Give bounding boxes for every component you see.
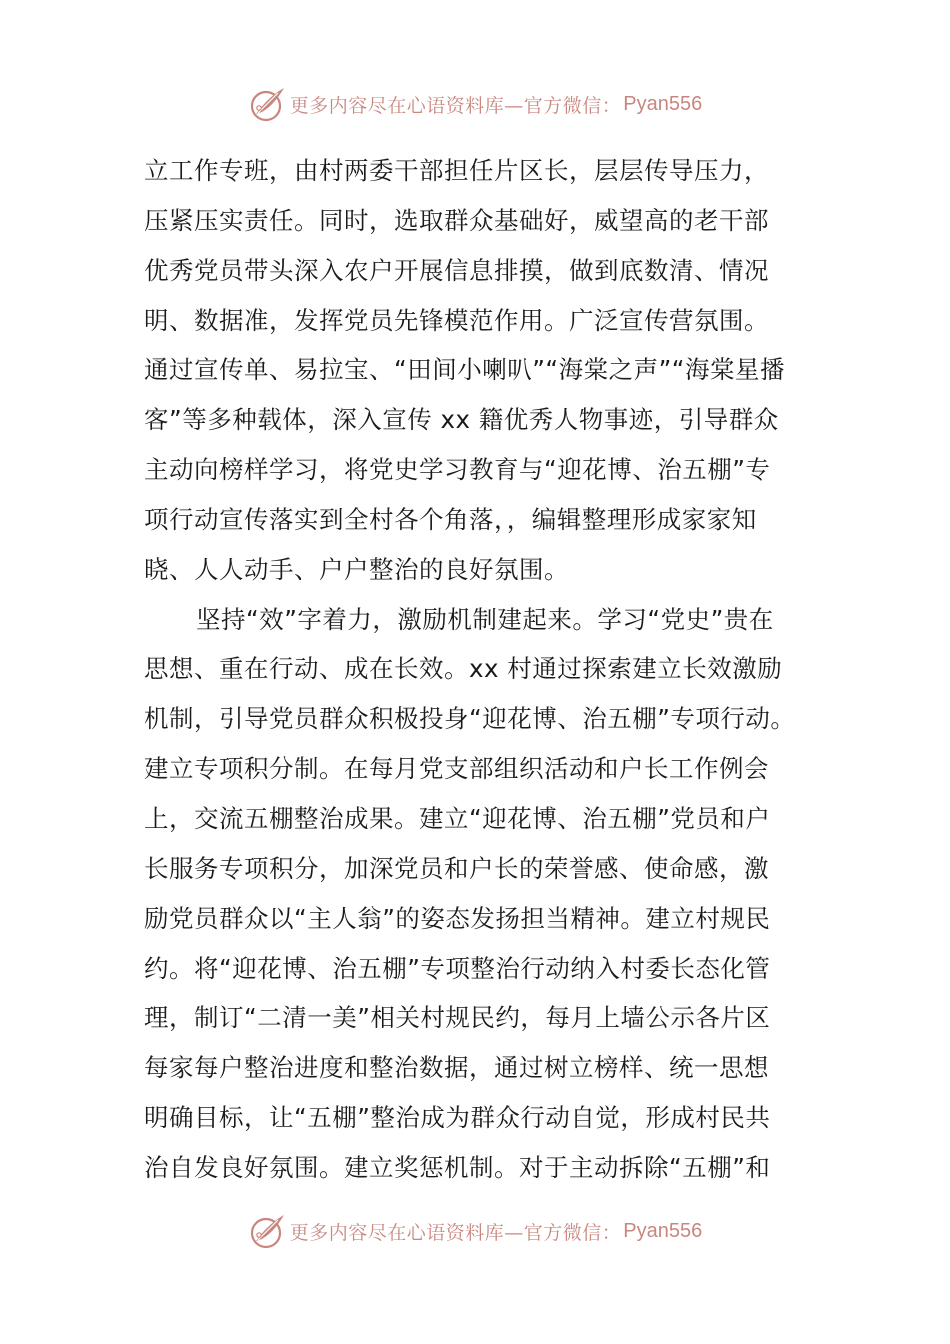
text-line: 治自发良好氛围。建立奖惩机制。对于主动拆除“五棚”和 — [144, 1152, 771, 1182]
watermark-wechat-id: Pyan556 — [623, 1219, 703, 1242]
text-line: 主动向榜样学习，将党史学习教育与“迎花博、治五棚”专 — [144, 455, 771, 485]
feather-pen-logo-icon — [248, 1211, 288, 1251]
watermark-text: 更多内容尽在心语资料库—官方微信： — [289, 1221, 622, 1244]
watermark-header — [0, 84, 950, 124]
text-line: 建立专项积分制。在每月党支部组织活动和户长工作例会 — [144, 754, 769, 784]
text-line: 立工作专班，由村两委干部担任片区长，层层传导压力， — [144, 156, 769, 185]
watermark-text: 更多内容尽在心语资料库—官方微信： — [289, 94, 622, 117]
text-line: 长服务专项积分，加深党员和户长的荣誉感、使命感，激 — [144, 853, 769, 883]
feather-pen-logo-icon — [248, 84, 288, 124]
text-line: 压紧压实责任。同时，选取群众基础好，威望高的老干部 — [144, 205, 769, 235]
text-line: 晓、人人动手、户户整治的良好氛围。 — [144, 554, 569, 584]
text-line: 励党员群众以“主人翁”的姿态发扬担当精神。建立村规民 — [144, 903, 771, 933]
watermark-wechat-id: Pyan556 — [623, 92, 703, 115]
text-line: 项行动宣传落实到全村各个角落，，编辑整理形成家家知 — [144, 504, 757, 534]
document-body — [144, 146, 824, 1193]
text-line: 优秀党员带头深入农户开展信息排摸，做到底数清、情况 — [144, 255, 769, 285]
text-line: 明确目标，让“五棚”整治成为群众行动自觉，形成村民共 — [144, 1103, 771, 1133]
text-line: 客”等多种载体，深入宣传 xx 籍优秀人物事迹，引导群众 — [144, 405, 779, 435]
text-line: 思想、重在行动、成在长效。xx 村通过探索建立长效激励 — [144, 654, 783, 684]
text-line: 约。将“迎花博、治五棚”专项整治行动纳入村委长态化管 — [144, 953, 771, 983]
text-line: 每家每户整治进度和整治数据，通过树立榜样、统一思想 — [144, 1053, 769, 1083]
watermark-footer — [0, 1211, 950, 1251]
text-line: 理，制订“二清一美”相关村规民约，每月上墙公示各片区 — [144, 1003, 771, 1033]
text-line: 通过宣传单、易拉宝、“田间小喇叭”“海棠之声”“海棠星播 — [144, 355, 785, 385]
paragraph-start-line: 坚持“效”字着力，激励机制建起来。学习“党史”贵在 — [196, 604, 774, 634]
text-line: 明、数据准，发挥党员先锋模范作用。广泛宣传营氛围。 — [144, 305, 769, 335]
text-line: 上，交流五棚整治成果。建立“迎花博、治五棚”党员和户 — [144, 803, 771, 833]
text-line: 机制，引导党员群众积极投身“迎花博、治五棚”专项行动。 — [144, 704, 796, 734]
